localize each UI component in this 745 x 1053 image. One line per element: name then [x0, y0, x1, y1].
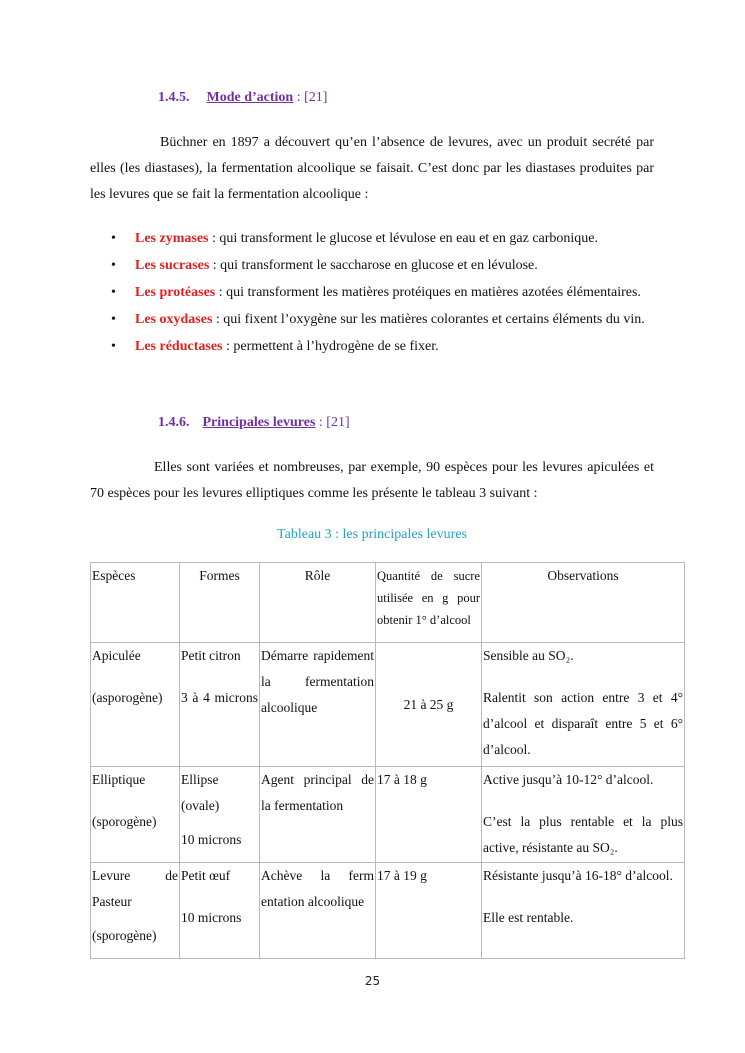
bullet-icon: •	[111, 339, 116, 354]
cell-subtext: (asporogène)	[92, 690, 163, 705]
diastase-list	[90, 226, 654, 361]
section-number: 1.4.6.	[158, 415, 190, 430]
table-cell: Démarre rapidement la fermentation alcoolique	[260, 643, 376, 767]
cell-subtext: (sporogène)	[92, 928, 157, 943]
cell-text: Petit citron	[181, 648, 241, 663]
cell-text: Sensible au SO₂.	[483, 648, 574, 663]
table-row	[91, 643, 685, 767]
header-cell: Rôle	[260, 563, 376, 643]
cell-subtext: (sporogène)	[92, 814, 157, 829]
cell-subtext: C’est la plus rentable et la plus active, résistante au SO₂.	[483, 814, 683, 855]
header-cell: Observations	[482, 563, 685, 643]
table-cell: Agent principal de la fermentation	[260, 767, 376, 863]
list-term: Les sucrases	[135, 258, 210, 273]
levures-table	[90, 562, 685, 959]
table-cell: 17 à 18 g	[376, 767, 482, 863]
section-reference: : [21]	[315, 415, 350, 430]
cell-subtext: Elle est rentable.	[483, 910, 574, 925]
table-caption: Tableau 3 : les principales levures	[277, 527, 467, 542]
table-cell	[482, 643, 685, 767]
list-term: Les protéases	[135, 285, 216, 300]
cell-text: Active jusqu’à 10-12° d’alcool.	[483, 772, 654, 787]
section-number: 1.4.5.	[158, 90, 190, 105]
table-row	[91, 863, 685, 959]
header-cell: Espèces	[91, 563, 180, 643]
section-reference: : [21]	[293, 90, 328, 105]
table-cell	[91, 863, 180, 959]
cell-subtext: 3 à 4 microns	[181, 690, 258, 705]
cell-text: Levure de Pasteur	[92, 868, 178, 909]
list-term: Les réductases	[135, 339, 223, 354]
bullet-icon: •	[111, 258, 116, 273]
intro-paragraph: Büchner en 1897 a découvert qu’en l’absence de levures, avec un produit secrété par elles (les diastases), la fermentation alcoolique se faisait. C’est donc par les diastases produites par les levures que se fait la fermentation alcoolique :	[90, 135, 654, 202]
cell-text: Apiculée	[92, 648, 141, 663]
table-cell	[482, 767, 685, 863]
bullet-icon: •	[111, 285, 116, 300]
paragraph-levures: Elles sont variées et nombreuses, par exemple, 90 espèces pour les levures apiculées et 70 espèces pour les levures elliptiques comme les présente le tableau 3 suivant :	[90, 460, 654, 501]
list-text: : qui fixent l’oxygène sur les matières colorantes et certains éléments du vin.	[212, 312, 645, 327]
bullet-icon: •	[111, 312, 116, 327]
cell-text: Petit œuf	[181, 868, 231, 883]
table-header-row	[91, 563, 685, 643]
list-text: : qui transforment les matières protéiques en matières azotées élémentaires.	[215, 285, 641, 300]
header-cell: Formes	[180, 563, 260, 643]
section-title: Mode d’action	[206, 90, 294, 105]
cell-text: Ellipse (ovale)	[181, 772, 220, 813]
table-cell	[91, 643, 180, 767]
table-cell	[180, 863, 260, 959]
table-cell: 17 à 19 g	[376, 863, 482, 959]
table-cell	[180, 643, 260, 767]
table-cell	[180, 767, 260, 863]
section-heading-1-4-5	[158, 90, 327, 106]
list-term: Les zymases	[135, 231, 209, 246]
cell-subtext: 10 microns	[181, 832, 242, 847]
list-item	[90, 334, 654, 359]
table-cell: Achève la ferm entation alcoolique	[260, 863, 376, 959]
list-text: : qui transforment le saccharose en glucose et en lévulose.	[209, 258, 538, 273]
cell-subtext: 10 microns	[181, 910, 242, 925]
list-item	[90, 280, 654, 305]
cell-text: Résistante jusqu’à 16-18° d’alcool.	[483, 868, 673, 883]
table-row	[91, 767, 685, 863]
list-text: : qui transforment le glucose et lévulose en eau et en gaz carbonique.	[208, 231, 599, 246]
page-number: 25	[364, 974, 381, 988]
list-item	[90, 307, 654, 332]
cell-text: Elliptique	[92, 772, 146, 787]
section-heading-1-4-6	[158, 415, 350, 431]
list-item	[90, 226, 654, 251]
bullet-icon: •	[111, 231, 116, 246]
table-cell: 21 à 25 g	[376, 643, 482, 767]
section-title: Principales levures	[202, 415, 316, 430]
cell-subtext: Ralentit son action entre 3 et 4° d’alcool et disparaît entre 5 et 6° d’alcool.	[483, 690, 683, 757]
header-cell: Quantité de sucre utilisée en g pour obtenir 1° d’alcool	[376, 563, 482, 643]
list-text: : permettent à l’hydrogène de se fixer.	[222, 339, 439, 354]
list-item	[90, 253, 654, 278]
list-term: Les oxydases	[135, 312, 213, 327]
table-cell	[91, 767, 180, 863]
table-cell	[482, 863, 685, 959]
